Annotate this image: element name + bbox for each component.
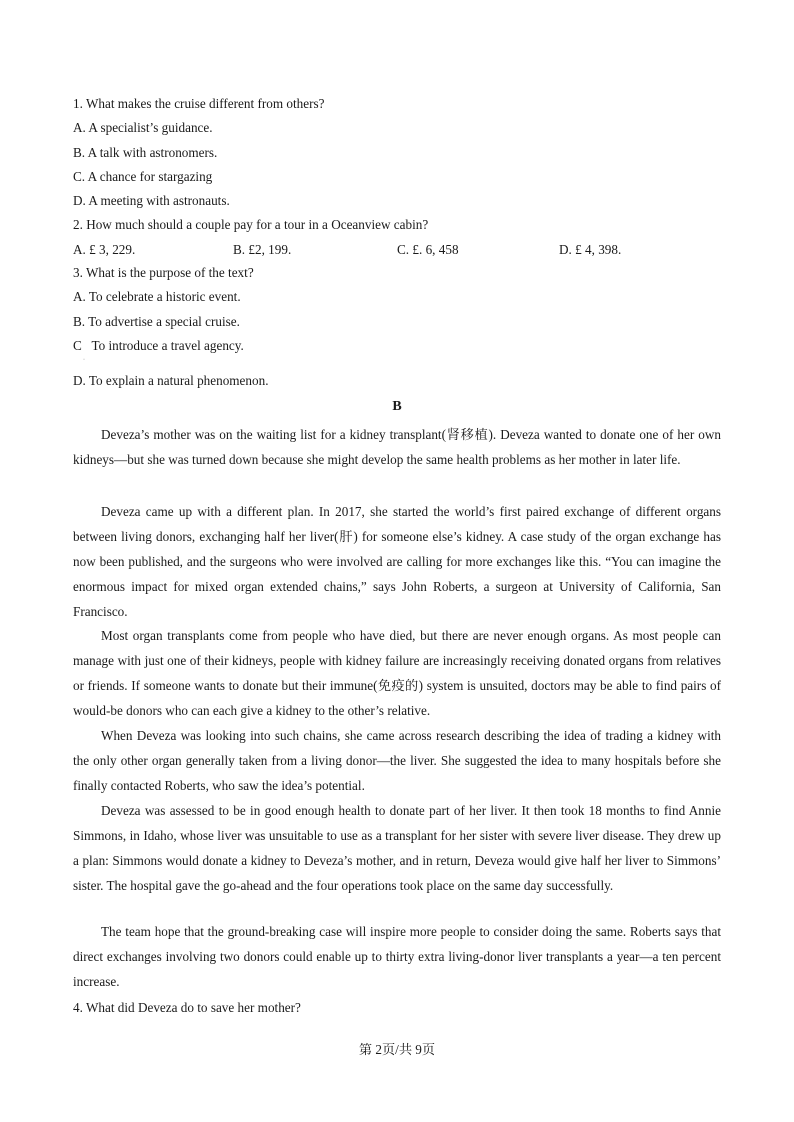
passage-paragraph-1: Deveza’s mother was on the waiting list for a kidney transplant(肾移植). Deveza wanted to donate one of her own kidneys—but she was turned down because she might develop the same health problems as her mother in later life.: [73, 427, 721, 467]
question-2-option-a: A. £ 3, 229.: [73, 242, 136, 257]
question-1-option-d: D. A meeting with astronauts.: [73, 193, 230, 208]
question-1-option-c: C. A chance for stargazing: [73, 169, 213, 184]
question-3-stem: 3. What is the purpose of the text?: [73, 265, 254, 280]
question-4-stem: 4. What did Deveza do to save her mother?: [73, 1000, 301, 1015]
question-2-stem: 2. How much should a couple pay for a tour in a Oceanview cabin?: [73, 217, 429, 232]
passage-paragraph-2: Deveza came up with a different plan. In 2017, she started the world’s first paired exchange of different organs between living donors, exchanging half her liver(肝) for someone else’s kidney. A case study of the organ exchange has now been published, and the surgeons who were involved are calling for more exchanges like this. “You can imagine the enormous impact for mixed organ extended chains,” says John Roberts, a surgeon at University of California, San Francisco.: [73, 504, 721, 619]
question-2-options: [73, 242, 721, 258]
passage-paragraph-4: When Deveza was looking into such chains, she came across research describing the idea of trading a kidney with the only other organ generally taken from a living donor—the liver. She suggested the idea to many hospitals before she finally contacted Roberts, who saw the idea’s potential.: [73, 728, 721, 793]
passage-paragraph-5: Deveza was assessed to be in good enough health to donate part of her liver. It then took 18 months to find Annie Simmons, in Idaho, whose liver was unsuitable to use as a transplant for her sister with severe liver disease. They drew up a plan: Simmons would donate a kidney to Deveza’s mother, and in return, Deveza would give half her liver to Simmons’ sister. The hospital gave the go-ahead and the four operations took place on the same day successfully.: [73, 803, 721, 893]
page-number-footer: 第 2页/共 9页: [358, 1042, 436, 1057]
question-3-option-c: C To introduce a travel agency.: [73, 338, 244, 353]
question-3-option-a: A. To celebrate a historic event.: [73, 289, 241, 304]
question-1-option-a: A. A specialist’s guidance.: [73, 120, 213, 135]
question-2-option-c: C. £. 6, 458: [397, 242, 459, 257]
passage-paragraph-3: Most organ transplants come from people who have died, but there are never enough organs. As most people can manage with just one of their kidneys, people with kidney failure are increasingly receiving donated organs from relatives or friends. If someone wants to donate but their immune(免疫的) system is unsuited, doctors may be able to find pairs of would-be donors who can each give a kidney to the other’s relative.: [73, 628, 721, 718]
question-2-option-d: D. £ 4, 398.: [559, 242, 622, 257]
passage-paragraph-6: The team hope that the ground-breaking case will inspire more people to consider doing the same. Roberts says that direct exchanges involving two donors could enable up to thirty extra living-donor liver transplants a year—a ten percent increase.: [73, 924, 721, 989]
question-1-stem: 1. What makes the cruise different from others?: [73, 96, 325, 111]
section-title-b: B: [392, 399, 402, 414]
question-1-option-b: B. A talk with astronomers.: [73, 145, 218, 160]
question-3-option-b: B. To advertise a special cruise.: [73, 314, 240, 329]
question-2-option-b: B. £2, 199.: [233, 242, 292, 257]
question-3-option-d: D. To explain a natural phenomenon.: [73, 373, 269, 388]
stray-mark: ·: [83, 357, 85, 363]
